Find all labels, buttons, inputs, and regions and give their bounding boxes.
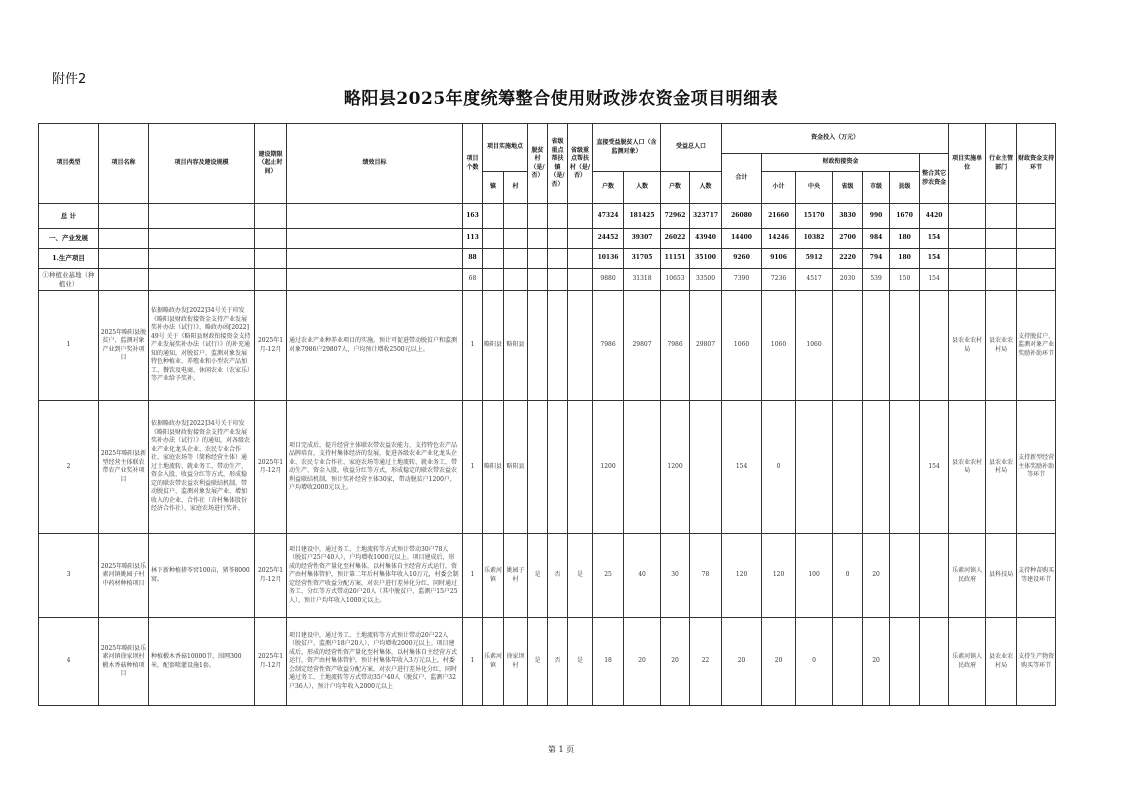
cell-total-households: 20 [661, 618, 690, 706]
cell-key-village: 是 [568, 534, 593, 618]
cell-dept [986, 249, 1017, 269]
cell-other [920, 534, 949, 618]
header-county: 县级 [890, 172, 920, 204]
cell-type: ①种植业基地（种植业） [39, 269, 99, 291]
cell-empty [99, 229, 149, 249]
project-detail-table [38, 123, 1056, 706]
cell-total-people: 43940 [690, 229, 722, 249]
cell-direct-households: 1200 [593, 401, 624, 534]
header-central: 中央 [796, 172, 833, 204]
summary-row [39, 269, 1056, 291]
cell-total-households: 7986 [661, 291, 690, 401]
cell-fund-total: 7390 [722, 269, 762, 291]
cell-poor-village [528, 249, 548, 269]
project-row [39, 534, 1056, 618]
header-other: 整合其它涉农资金 [920, 154, 949, 204]
cell-empty [255, 229, 287, 249]
cell-link: 支持生产物资购买等环节 [1017, 618, 1056, 706]
cell-key-town [548, 291, 568, 401]
summary-row [39, 249, 1056, 269]
header-location: 项目实施地点 [483, 124, 528, 172]
cell-central: 100 [796, 534, 833, 618]
cell-direct-people: 31705 [624, 249, 661, 269]
cell-total-households: 30 [661, 534, 690, 618]
cell-performance-goal: 通过农业产业种养业项目的实施，预计可促进带动脱贫户和监测对象7986户29807人，户均预计增收2500元以上。 [287, 291, 463, 401]
cell-link [1017, 229, 1056, 249]
cell-town: 乐素河镇 [483, 618, 504, 706]
cell-provincial: 2030 [833, 269, 863, 291]
cell-count: 68 [463, 269, 483, 291]
cell-fund-total: 20 [722, 618, 762, 706]
cell-total-people: 323717 [690, 204, 722, 229]
header-count: 项目个数 [463, 124, 483, 204]
cell-direct-people: 31318 [624, 269, 661, 291]
cell-key-town [548, 229, 568, 249]
cell-direct-households: 10136 [593, 249, 624, 269]
cell-village [504, 204, 528, 229]
cell-performance-goal: 项目完成后，提升经营主体联农带农益农能力，支持特色农产品品牌培育，支持村集体经济的发展，促进各级农业产业化龙头企业、农民专业合作社、家庭农场等通过土地流转、就业务工、带动生产、资金入股、收益分红等方式，形成稳定的联农带农益农利益联结机制，预计奖补经营主体30家，带动脱贫户1200户，户均增收2000元以上。 [287, 401, 463, 534]
cell-provincial [833, 618, 863, 706]
cell-empty [287, 204, 463, 229]
cell-empty [99, 249, 149, 269]
header-fund-total: 合计 [722, 154, 762, 204]
cell-direct-people: 40 [624, 534, 661, 618]
cell-key-village [568, 401, 593, 534]
cell-town [483, 204, 504, 229]
cell-direct-people: 29807 [624, 291, 661, 401]
cell-performance-goal: 项目建设中，通过务工、土地流转等方式预计带动30户78人（脱贫户25户40人），户均增收1000元以上。项目建成后，形成的经营性资产量化至村集体，以村集体自主经营方式运行，资产由村集体管护，预计第二年后村集体年收入10万元，村委会制定经营性资产收益分配方案，对农户进行差异化分红，同时通过务工、分红等方式带动20户20人（其中脱贫户、监测户15户25人），预计户均年收入1000元以上。 [287, 534, 463, 618]
cell-direct-people [624, 401, 661, 534]
cell-subtotal: 0 [762, 401, 796, 534]
cell-city [863, 401, 890, 534]
cell-dept: 县农业农村局 [986, 618, 1017, 706]
cell-direct-households: 24452 [593, 229, 624, 249]
cell-empty [149, 249, 255, 269]
cell-poor-village [528, 291, 548, 401]
header-fund: 资金投入（万元） [722, 124, 949, 154]
header-subtotal: 小计 [762, 172, 796, 204]
cell-other: 154 [920, 229, 949, 249]
cell-village [504, 229, 528, 249]
cell-unit [949, 229, 986, 249]
cell-performance-goal: 项目建设中，通过务工、土地流转等方式预计带动20户22人（脱贫户、监测户18户20人），户均增收2000元以上。项目建成后，形成的经营性资产量化至村集体，以村集体自主经营方式运行，资产由村集体管护，预计村集体年收入3万元以上，村委会制定经营性资产收益分配方案，对农户进行差异化分红，同时通过务工、土地流转等方式带动35户40人（脱贫户、监测户32户36人），预计户均年收入2000元以上 [287, 618, 463, 706]
cell-project-name: 2025年略阳县新型经营主体联农带农产业奖补项目 [99, 401, 149, 534]
header-link: 财政资金支持环节 [1017, 124, 1056, 204]
cell-central: 1060 [796, 291, 833, 401]
cell-count: 113 [463, 229, 483, 249]
cell-county: 150 [890, 269, 920, 291]
cell-poor-village: 是 [528, 618, 548, 706]
cell-other [920, 291, 949, 401]
cell-direct-households: 18 [593, 618, 624, 706]
cell-link [1017, 269, 1056, 291]
cell-village: 徐家坝村 [504, 618, 528, 706]
cell-poor-village [528, 269, 548, 291]
cell-county [890, 291, 920, 401]
cell-fund-total: 9260 [722, 249, 762, 269]
header-type: 项目类型 [39, 124, 99, 204]
cell-dept [986, 229, 1017, 249]
summary-row [39, 229, 1056, 249]
cell-key-village [568, 249, 593, 269]
cell-project-no: 1 [39, 291, 99, 401]
cell-count: 1 [463, 401, 483, 534]
header-total-pop: 受益总人口 [661, 124, 722, 172]
cell-empty [149, 269, 255, 291]
cell-empty [149, 204, 255, 229]
cell-provincial: 3830 [833, 204, 863, 229]
cell-other: 4420 [920, 204, 949, 229]
cell-dept [986, 204, 1017, 229]
header-name: 项目名称 [99, 124, 149, 204]
cell-county [890, 618, 920, 706]
cell-link [1017, 204, 1056, 229]
cell-count: 1 [463, 534, 483, 618]
header-period: 建设期限（起止时间） [255, 124, 287, 204]
project-row [39, 618, 1056, 706]
cell-total-people [690, 401, 722, 534]
cell-total-households: 11151 [661, 249, 690, 269]
cell-empty [99, 269, 149, 291]
header-key-village: 省级重点帮扶村（是/否） [568, 124, 593, 204]
cell-city: 20 [863, 618, 890, 706]
cell-direct-people: 181425 [624, 204, 661, 229]
cell-city: 20 [863, 534, 890, 618]
header-key-town: 省级重点帮扶镇（是/否） [548, 124, 568, 204]
cell-other: 154 [920, 269, 949, 291]
cell-town [483, 269, 504, 291]
cell-empty [99, 204, 149, 229]
project-row [39, 291, 1056, 401]
header-town: 镇 [483, 172, 504, 204]
header-city: 市级 [863, 172, 890, 204]
cell-empty [255, 204, 287, 229]
cell-unit [949, 269, 986, 291]
cell-county [890, 534, 920, 618]
cell-dept [986, 269, 1017, 291]
cell-count: 1 [463, 618, 483, 706]
cell-subtotal: 1060 [762, 291, 796, 401]
cell-village: 略阳县 [504, 291, 528, 401]
cell-direct-households: 9880 [593, 269, 624, 291]
cell-key-town [548, 204, 568, 229]
cell-empty [255, 269, 287, 291]
cell-link: 支持脱贫户、监测对象产业奖励补助环节 [1017, 291, 1056, 401]
cell-unit [949, 204, 986, 229]
header-total-households: 户数 [661, 172, 690, 204]
cell-village [504, 269, 528, 291]
cell-link: 支持新型经营主体奖励补助等环节 [1017, 401, 1056, 534]
cell-count: 163 [463, 204, 483, 229]
cell-type: 一、产业发展 [39, 229, 99, 249]
cell-unit: 县农业农村局 [949, 291, 986, 401]
cell-empty [255, 249, 287, 269]
cell-poor-village [528, 204, 548, 229]
cell-town [483, 249, 504, 269]
cell-key-town [548, 401, 568, 534]
cell-fund-total: 14400 [722, 229, 762, 249]
cell-town [483, 229, 504, 249]
header-fiscal: 财政衔接资金 [762, 154, 920, 172]
cell-type: 1.生产项目 [39, 249, 99, 269]
cell-key-village [568, 291, 593, 401]
cell-unit: 县农业农村局 [949, 401, 986, 534]
cell-subtotal: 14246 [762, 229, 796, 249]
cell-central: 4517 [796, 269, 833, 291]
cell-city: 539 [863, 269, 890, 291]
cell-provincial: 2220 [833, 249, 863, 269]
cell-fund-total: 1060 [722, 291, 762, 401]
cell-empty [287, 229, 463, 249]
cell-empty [287, 249, 463, 269]
cell-project-period: 2025年1月-12月 [255, 401, 287, 534]
cell-other [920, 618, 949, 706]
cell-total-households: 72962 [661, 204, 690, 229]
cell-project-name: 2025年略阳县乐素河镇徐家坝村椴木香菇种植项目 [99, 618, 149, 706]
cell-county: 180 [890, 229, 920, 249]
cell-project-no: 2 [39, 401, 99, 534]
cell-key-town: 否 [548, 534, 568, 618]
cell-central: 5912 [796, 249, 833, 269]
cell-total-households: 10653 [661, 269, 690, 291]
cell-provincial: 0 [833, 534, 863, 618]
cell-key-town: 否 [548, 618, 568, 706]
attachment-label: 附件2 [52, 72, 87, 87]
cell-fund-total: 26080 [722, 204, 762, 229]
cell-total-people: 33500 [690, 269, 722, 291]
cell-village [504, 249, 528, 269]
header-unit: 项目实施单位 [949, 124, 986, 204]
cell-project-content: 依据略政办发[2022]34号关于印发《略阳县财政衔接资金支持产业发展奖补办法（试行）》的通知，对各级农业产业化龙头企业、农民专业合作社、家庭农场等（简称经营主体）通过土地流转、就业务工、带动生产、资金入股、收益分红等方式，形成稳定的联农带农益农利益联结机制，带动脱贫户、监测对象发展产业、增加收入的企业、合作社（含村集体股份经济合作社）、家庭农场进行奖补。 [149, 401, 255, 534]
cell-fund-total: 154 [722, 401, 762, 534]
page-number: 第 1 页 [547, 745, 575, 754]
cell-total-people: 22 [690, 618, 722, 706]
cell-fund-total: 120 [722, 534, 762, 618]
cell-town: 略阳县 [483, 291, 504, 401]
cell-direct-households: 25 [593, 534, 624, 618]
header-provincial: 省级 [833, 172, 863, 204]
cell-unit: 乐素河镇人民政府 [949, 534, 986, 618]
cell-poor-village [528, 229, 548, 249]
cell-village: 姚园子村 [504, 534, 528, 618]
cell-empty [149, 229, 255, 249]
cell-key-town [548, 249, 568, 269]
cell-subtotal: 7236 [762, 269, 796, 291]
cell-project-period: 2025年1月-12月 [255, 291, 287, 401]
cell-project-content: 依据略政办发[2022]34号关于印发《略阳县财政衔接资金支持产业发展奖补办法（试行）》、略政办函[2022]49号 关于《略阳县财政衔接资金支持产业发展奖补办法（试行）》的补充通知的通知，对脱贫户、监测对象发展特色种植业、养殖业和小型农产品加工、餐饮及电商、休闲农业（农家乐）等产业给予奖补。 [149, 291, 255, 401]
cell-key-town [548, 269, 568, 291]
cell-total-households: 1200 [661, 401, 690, 534]
header-village: 村 [504, 172, 528, 204]
cell-subtotal: 120 [762, 534, 796, 618]
cell-subtotal: 9106 [762, 249, 796, 269]
cell-city: 984 [863, 229, 890, 249]
cell-central [796, 401, 833, 534]
cell-city: 794 [863, 249, 890, 269]
cell-direct-households: 47324 [593, 204, 624, 229]
cell-other: 154 [920, 249, 949, 269]
cell-dept: 县农业农村局 [986, 291, 1017, 401]
cell-poor-village: 是 [528, 534, 548, 618]
project-row [39, 401, 1056, 534]
cell-direct-households: 7986 [593, 291, 624, 401]
header-direct-pop: 直接受益脱贫人口（含监测对象） [593, 124, 661, 172]
cell-central: 10382 [796, 229, 833, 249]
cell-direct-people: 20 [624, 618, 661, 706]
cell-unit: 乐素河镇人民政府 [949, 618, 986, 706]
cell-subtotal: 21660 [762, 204, 796, 229]
cell-key-village [568, 229, 593, 249]
header-total-people: 人数 [690, 172, 722, 204]
cell-direct-people: 39307 [624, 229, 661, 249]
cell-total-households: 26022 [661, 229, 690, 249]
cell-project-content: 林下新种植猪苓窖100亩，猪苓8000窝。 [149, 534, 255, 618]
cell-project-no: 4 [39, 618, 99, 706]
header-dept: 行业主管部门 [986, 124, 1017, 204]
cell-project-name: 2025年略阳县乐素河镇姚园子村中药材种植项目 [99, 534, 149, 618]
cell-key-village [568, 204, 593, 229]
cell-city [863, 291, 890, 401]
cell-project-name: 2025年略阳县脱贫户、监测对象产业到户奖补项目 [99, 291, 149, 401]
cell-total-people: 29807 [690, 291, 722, 401]
cell-project-no: 3 [39, 534, 99, 618]
cell-town: 乐素河镇 [483, 534, 504, 618]
cell-village: 略阳县 [504, 401, 528, 534]
cell-project-content: 种植椴木香菇10000节，围网300米，配套喷灌设施1套。 [149, 618, 255, 706]
cell-empty [287, 269, 463, 291]
cell-town: 略阳县 [483, 401, 504, 534]
cell-count: 1 [463, 291, 483, 401]
cell-dept: 县农业农村局 [986, 401, 1017, 534]
cell-project-period: 2025年1月-12月 [255, 618, 287, 706]
cell-city: 990 [863, 204, 890, 229]
cell-dept: 县科技局 [986, 534, 1017, 618]
cell-central: 0 [796, 618, 833, 706]
header-poor-village: 脱贫村（是/否） [528, 124, 548, 204]
header-direct-households: 户数 [593, 172, 624, 204]
cell-unit [949, 249, 986, 269]
cell-county [890, 401, 920, 534]
header-direct-people: 人数 [624, 172, 661, 204]
cell-provincial: 2700 [833, 229, 863, 249]
cell-key-village: 是 [568, 618, 593, 706]
cell-central: 15170 [796, 204, 833, 229]
cell-other: 154 [920, 401, 949, 534]
cell-county: 1670 [890, 204, 920, 229]
cell-county: 180 [890, 249, 920, 269]
cell-poor-village [528, 401, 548, 534]
cell-provincial [833, 291, 863, 401]
cell-provincial [833, 401, 863, 534]
cell-count: 88 [463, 249, 483, 269]
cell-total-people: 78 [690, 534, 722, 618]
cell-subtotal: 20 [762, 618, 796, 706]
cell-key-village [568, 269, 593, 291]
header-goal: 绩效目标 [287, 124, 463, 204]
summary-row [39, 204, 1056, 229]
cell-project-period: 2025年1月-12月 [255, 534, 287, 618]
document-title: 略阳县2025年度统筹整合使用财政涉农资金项目明细表 [343, 89, 779, 109]
cell-type: 总 计 [39, 204, 99, 229]
cell-link: 支持种苗购买等建设环节 [1017, 534, 1056, 618]
cell-total-people: 35100 [690, 249, 722, 269]
cell-link [1017, 249, 1056, 269]
header-content: 项目内容及建设规模 [149, 124, 255, 204]
